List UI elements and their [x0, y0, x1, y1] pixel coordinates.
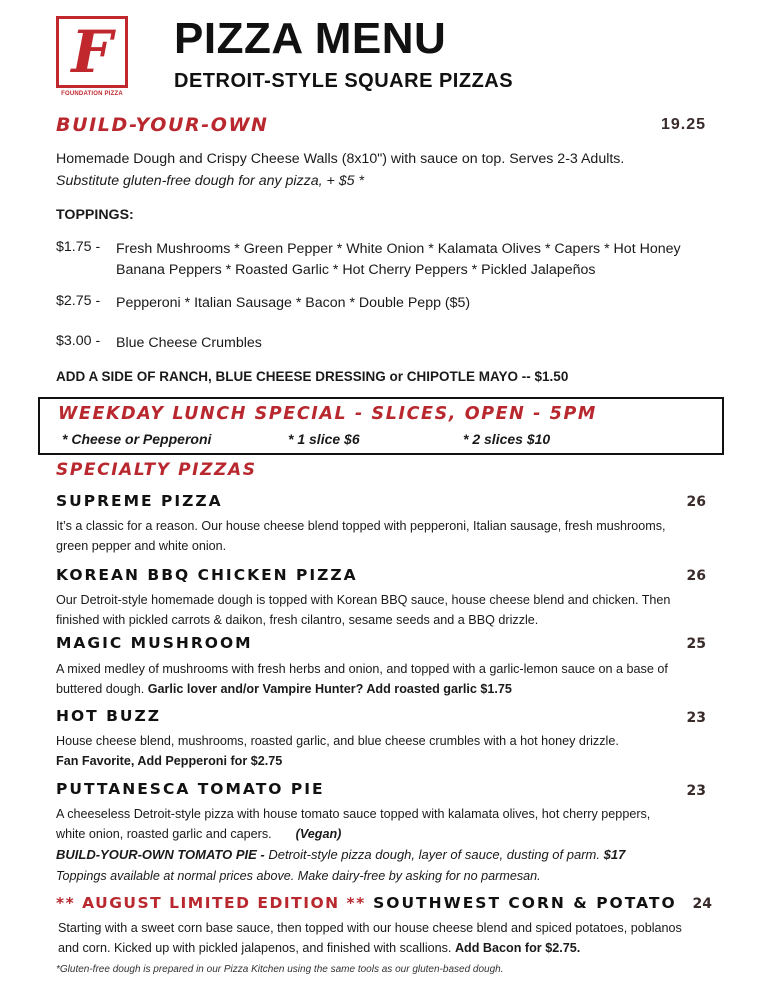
- topping-price: $2.75 -: [56, 293, 101, 309]
- pizza-price: 23: [686, 783, 706, 799]
- lunch-item: * 1 slice $6: [288, 431, 360, 447]
- lunch-item: * 2 slices $10: [463, 431, 551, 447]
- topping-price: $3.00 -: [56, 333, 101, 349]
- pizza-name: SUPREME PIZZA: [56, 492, 223, 510]
- limited-edition-heading: [56, 894, 677, 913]
- side-dressing-note: ADD A SIDE OF RANCH, BLUE CHEESE DRESSING or CHIPOTLE MAYO -- $1.50: [56, 369, 569, 384]
- lunch-special-title: WEEKDAY LUNCH SPECIAL - SLICES, OPEN - 5PM: [58, 404, 597, 424]
- pizza-price: 25: [686, 636, 706, 652]
- pizza-name: HOT BUZZ: [56, 707, 161, 725]
- logo: [56, 16, 128, 88]
- pizza-description: Starting with a sweet corn base sauce, then topped with our house cheese blend and spiced potatoes, poblanos and corn. Kicked up with pickled jalapenos, and finished with scallions. Add Bacon for $2.75.: [58, 921, 682, 955]
- toppings-row-2: [56, 293, 470, 314]
- pizza-price: 26: [686, 568, 706, 584]
- topping-price: $1.75 -: [56, 239, 101, 255]
- vegan-tag: (Vegan): [295, 827, 342, 841]
- pizza-description: House cheese blend, mushrooms, roasted garlic, and blue cheese crumbles with a hot honey drizzle. Fan Favorite, Add Pepperoni for $2.75: [56, 731, 696, 771]
- page-subtitle: DETROIT-STYLE SQUARE PIZZAS: [174, 70, 514, 92]
- toppings-row-3: [56, 333, 262, 354]
- build-your-own-heading: BUILD-YOUR-OWN: [56, 114, 269, 136]
- build-your-own-price: 19.25: [660, 116, 706, 133]
- pizza-price: 23: [686, 710, 706, 726]
- topping-list-line: Pepperoni * Italian Sausage * Bacon * Double Pepp ($5): [116, 295, 471, 311]
- limited-edition-tag: ** AUGUST LIMITED EDITION **: [56, 894, 366, 912]
- pizza-description: A cheeseless Detroit-style pizza with house tomato sauce topped with kalamata olives, hot cherry peppers, white onion, roasted garlic and capers. (Vegan): [56, 807, 651, 841]
- tomato-pie-note: Toppings available at normal prices above. Make dairy-free by asking for no parmesan.: [56, 869, 541, 883]
- pizza-price: 24: [692, 896, 712, 912]
- tomato-pie-line: BUILD-YOUR-OWN TOMATO PIE - Detroit-style pizza dough, layer of sauce, dusting of parm. $17: [56, 847, 626, 862]
- topping-list-line: Blue Cheese Crumbles: [116, 335, 262, 351]
- topping-list-line: Banana Peppers * Roasted Garlic * Hot Cherry Peppers * Pickled Jalapeños: [116, 262, 596, 278]
- pizza-description: It’s a classic for a reason. Our house cheese blend topped with pepperoni, Italian sausage, fresh mushrooms, green pepper and white onion.: [56, 519, 666, 553]
- toppings-label: TOPPINGS:: [56, 207, 134, 223]
- toppings-row-1: [56, 239, 681, 281]
- pizza-name: MAGIC MUSHROOM: [56, 634, 253, 652]
- pizza-description: A mixed medley of mushrooms with fresh herbs and onion, and topped with a garlic-lemon sauce on a base of buttered dough. Garlic lover and/or Vampire Hunter? Add roasted garlic $1.75: [56, 662, 668, 696]
- bacon-addon: Add Bacon for $2.75.: [454, 941, 581, 955]
- lunch-item: * Cheese or Pepperoni: [62, 431, 212, 447]
- gluten-free-note: Substitute gluten-free dough for any pizza, + $5 *: [56, 173, 364, 189]
- pizza-price: 26: [686, 494, 706, 510]
- logo-caption: FOUNDATION PIZZA: [61, 91, 123, 97]
- pizza-description: Our Detroit-style homemade dough is topped with Korean BBQ sauce, house cheese blend and chicken. Then finished with pickled carrots & daikon, fresh cilantro, sesame seeds and a BBQ drizzle.: [56, 593, 671, 627]
- build-your-own-description: Homemade Dough and Crispy Cheese Walls (8x10") with sauce on top. Serves 2-3 Adults.: [56, 151, 625, 167]
- pepperoni-addon: Fan Favorite, Add Pepperoni for $2.75: [56, 754, 283, 768]
- pizza-name: PUTTANESCA TOMATO PIE: [56, 780, 325, 798]
- lunch-special-box: [38, 397, 724, 455]
- topping-list-line: Fresh Mushrooms * Green Pepper * White Onion * Kalamata Olives * Capers * Hot Honey: [116, 241, 681, 257]
- garlic-addon: Garlic lover and/or Vampire Hunter? Add roasted garlic $1.75: [147, 682, 512, 696]
- pizza-name: SOUTHWEST CORN & POTATO: [365, 894, 677, 912]
- logo-letter: F: [71, 18, 113, 86]
- page-title: PIZZA MENU: [174, 14, 447, 63]
- pizza-name: KOREAN BBQ CHICKEN PIZZA: [56, 566, 358, 584]
- specialty-heading: SPECIALTY PIZZAS: [56, 460, 257, 480]
- footnote: *Gluten-free dough is prepared in our Pizza Kitchen using the same tools as our gluten-based dough.: [56, 964, 504, 975]
